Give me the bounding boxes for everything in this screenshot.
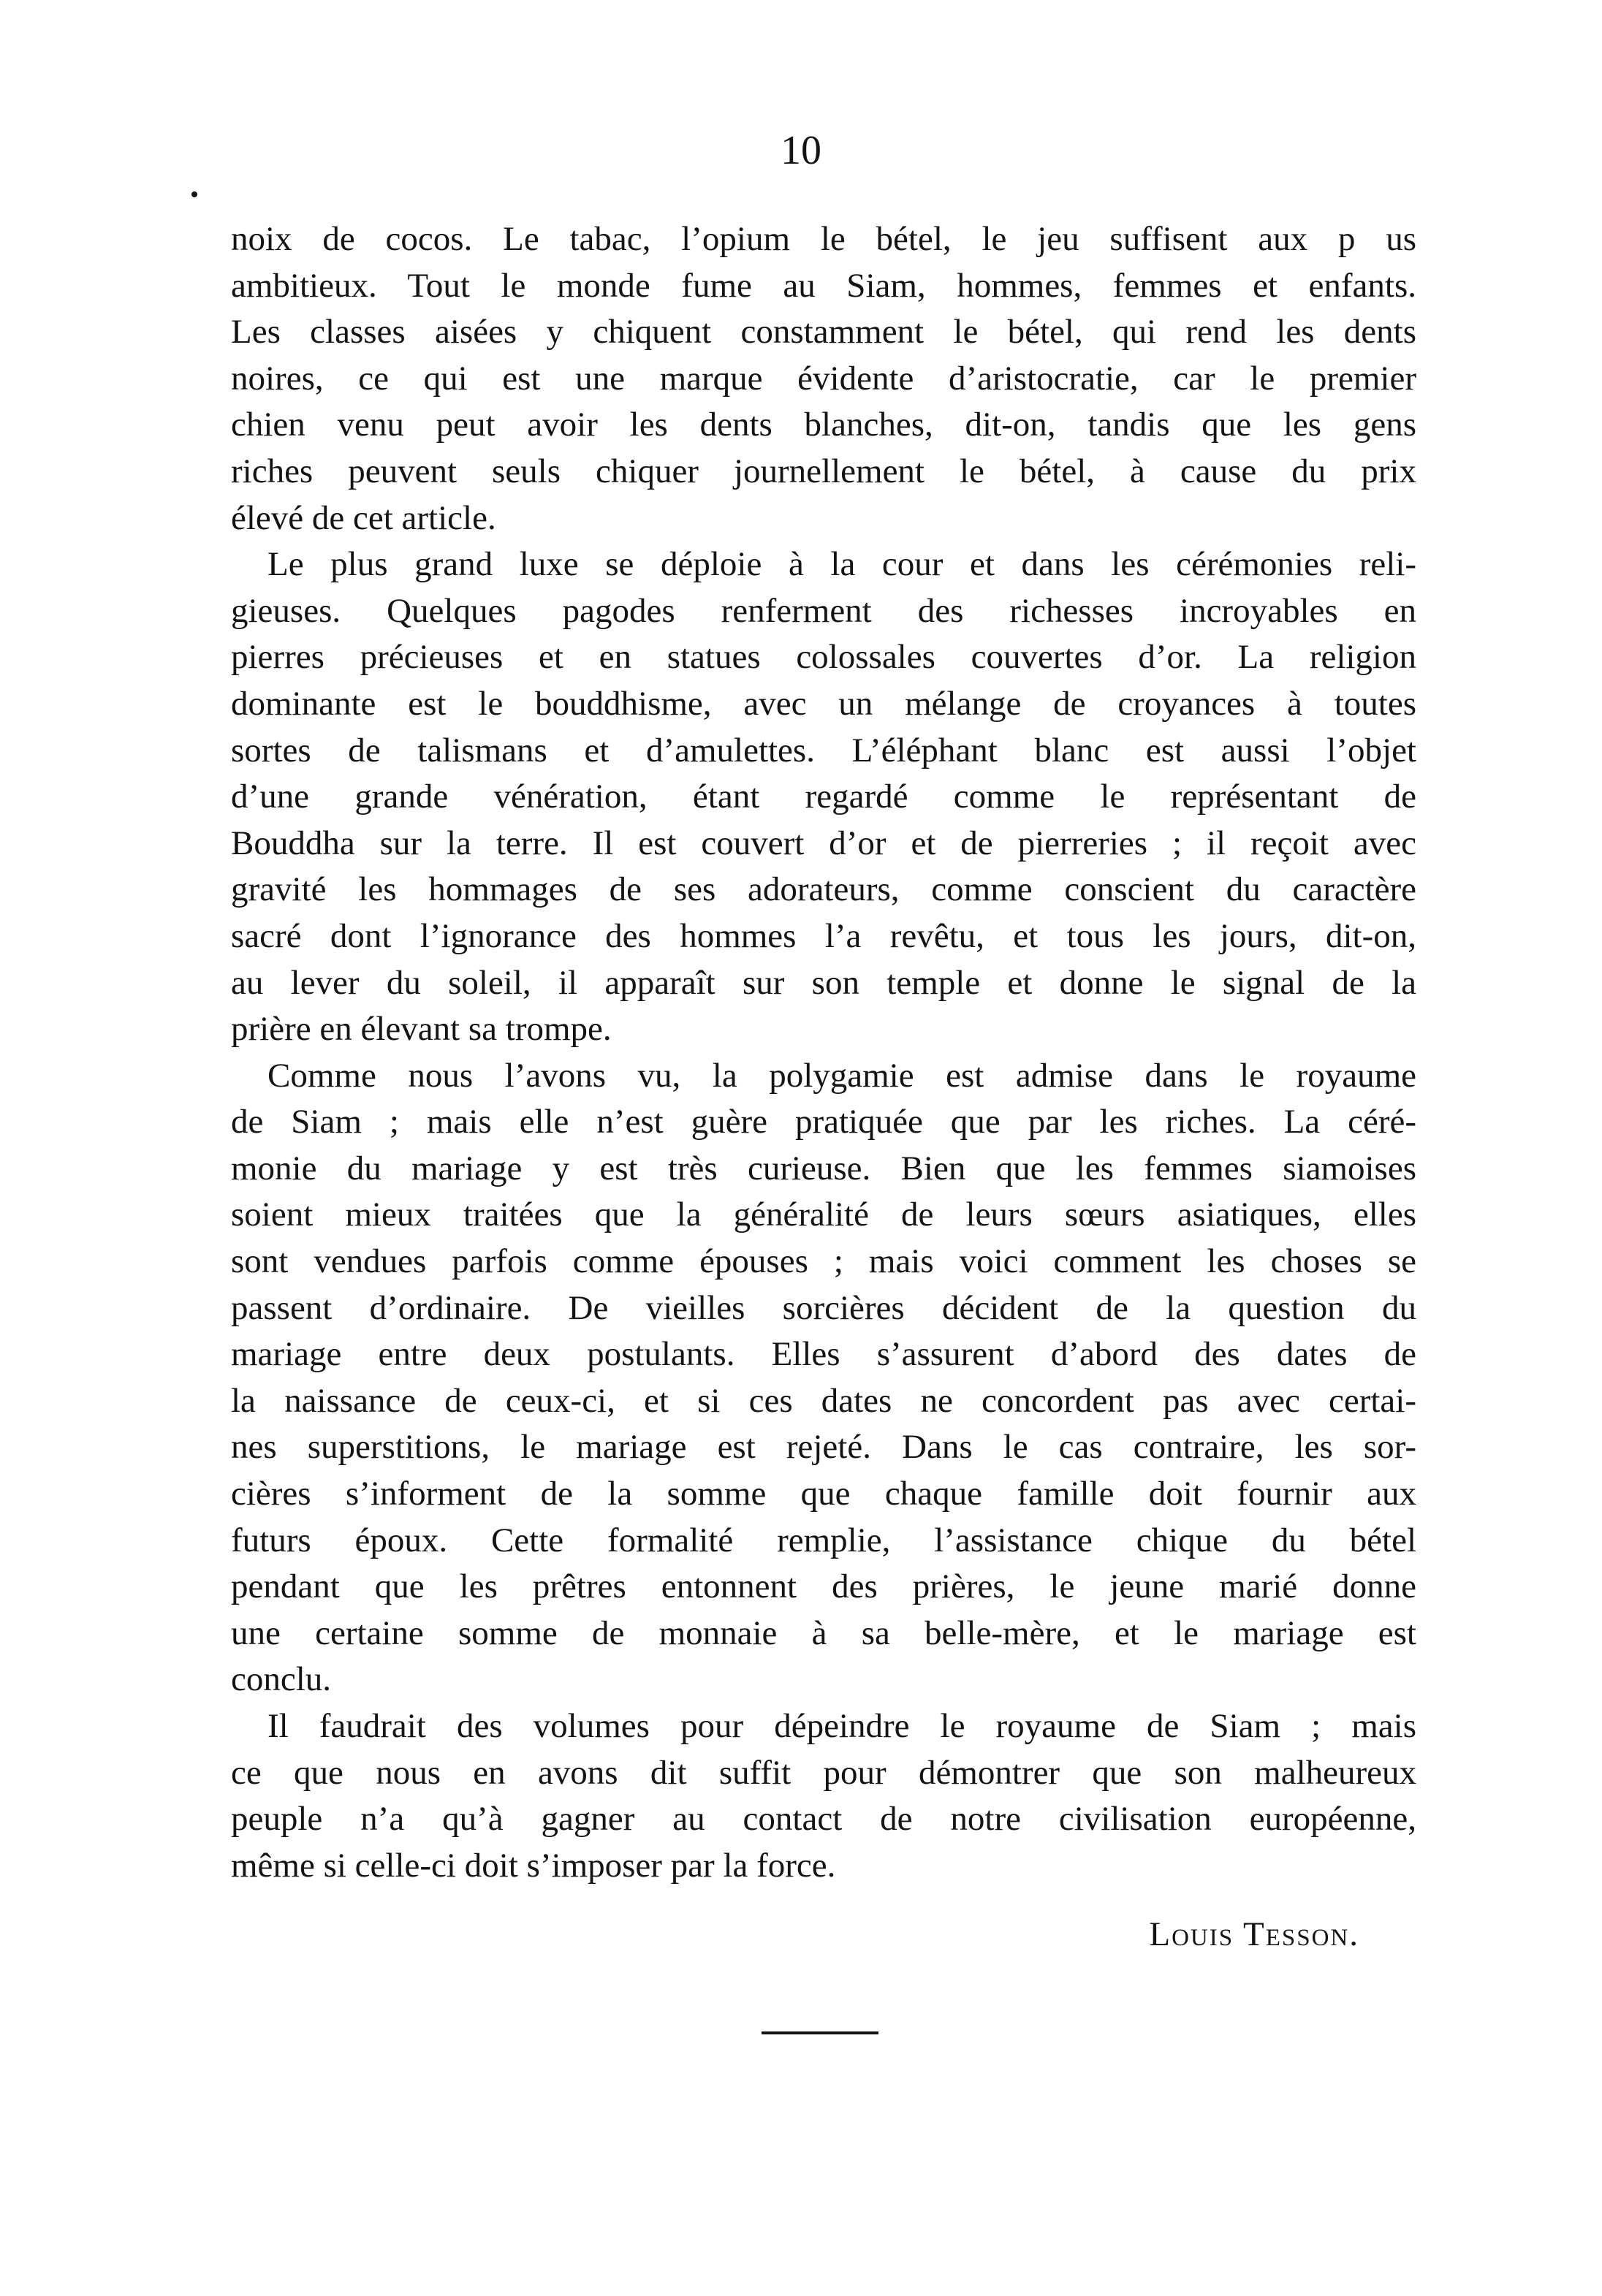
text-line: monie du mariage y est très curieuse. Bien que les femmes siamoises	[231, 1149, 1416, 1187]
paragraph-2	[231, 541, 1416, 1053]
text-line: noires, ce qui est une marque évidente d’aristocratie, car le premier	[231, 359, 1416, 398]
text-line: Le plus grand luxe se déploie à la cour et dans les cérémonies reli-	[267, 545, 1416, 584]
text-line: ce que nous en avons dit suffit pour démontrer que son malheureux	[231, 1753, 1416, 1792]
text-line: passent d’ordinaire. De vieilles sorcières décident de la question du	[231, 1288, 1416, 1327]
text-line: sacré dont l’ignorance des hommes l’a revêtu, et tous les jours, dit-on,	[231, 916, 1416, 955]
page-number: 10	[781, 128, 821, 173]
text-line: cières s’informent de la somme que chaque famille doit fournir aux	[231, 1475, 1416, 1513]
text-line: gieuses. Quelques pagodes renferment des richesses incroyables en	[231, 591, 1416, 630]
text-line: futurs époux. Cette formalité remplie, l’assistance chique du bétel	[231, 1521, 1416, 1559]
text-line: mariage entre deux postulants. Elles s’assurent d’abord des dates de	[231, 1335, 1416, 1374]
author-signature: Louis Tesson.	[1149, 1915, 1359, 1953]
ink-speck	[191, 191, 197, 197]
paragraph-3	[231, 1053, 1416, 1703]
text-line: chien venu peut avoir les dents blanches, dit-on, tandis que les gens	[231, 406, 1416, 444]
text-line: élevé de cet article.	[231, 498, 496, 537]
text-line: soient mieux traitées que la généralité de leurs sœurs asiatiques, elles	[231, 1195, 1416, 1234]
text-line: Comme nous l’avons vu, la polygamie est admise dans le royaume	[267, 1056, 1416, 1095]
text-line: riches peuvent seuls chiquer journellement le bétel, à cause du prix	[231, 452, 1416, 490]
text-line: Les classes aisées y chiquent constamment le bétel, qui rend les dents	[231, 313, 1416, 351]
text-line: nes superstitions, le mariage est rejeté. Dans le cas contraire, les sor-	[231, 1428, 1416, 1467]
body-text	[231, 216, 1416, 1889]
text-line: pendant que les prêtres entonnent des prières, le jeune marié donne	[231, 1567, 1416, 1606]
paragraph-1	[231, 216, 1416, 541]
text-line: au lever du soleil, il apparaît sur son temple et donne le signal de la	[231, 963, 1416, 1002]
text-line: sortes de talismans et d’amulettes. L’éléphant blanc est aussi l’objet	[231, 731, 1416, 769]
text-line: Il faudrait des volumes pour dépeindre le royaume de Siam ; mais	[267, 1707, 1416, 1745]
text-line: de Siam ; mais elle n’est guère pratiquée que par les riches. La céré-	[231, 1103, 1416, 1141]
text-line: conclu.	[231, 1660, 332, 1699]
text-line: noix de cocos. Le tabac, l’opium le bétel, le jeu suffisent aux p us	[231, 220, 1416, 258]
text-line: dominante est le bouddhisme, avec un mélange de croyances à toutes	[231, 684, 1416, 723]
text-line: la naissance de ceux-ci, et si ces dates ne concordent pas avec certai-	[231, 1381, 1416, 1420]
text-line: peuple n’a qu’à gagner au contact de notre civilisation européenne,	[231, 1800, 1416, 1839]
paragraph-4	[231, 1703, 1416, 1889]
text-line: Bouddha sur la terre. Il est couvert d’or et de pierreries ; il reçoit avec	[231, 824, 1416, 862]
text-line: prière en élevant sa trompe.	[231, 1010, 612, 1049]
text-line: gravité les hommages de ses adorateurs, comme conscient du caractère	[231, 870, 1416, 909]
text-line: même si celle-ci doit s’imposer par la force.	[231, 1846, 836, 1885]
text-line: sont vendues parfois comme épouses ; mais voici comment les choses se	[231, 1242, 1416, 1281]
text-line: une certaine somme de monnaie à sa belle-mère, et le mariage est	[231, 1613, 1416, 1652]
text-line: pierres précieuses et en statues colossales couvertes d’or. La religion	[231, 638, 1416, 677]
end-rule	[762, 2031, 878, 2034]
text-line: d’une grande vénération, étant regardé comme le représentant de	[231, 778, 1416, 816]
text-line: ambitieux. Tout le monde fume au Siam, hommes, femmes et enfants.	[231, 266, 1416, 305]
